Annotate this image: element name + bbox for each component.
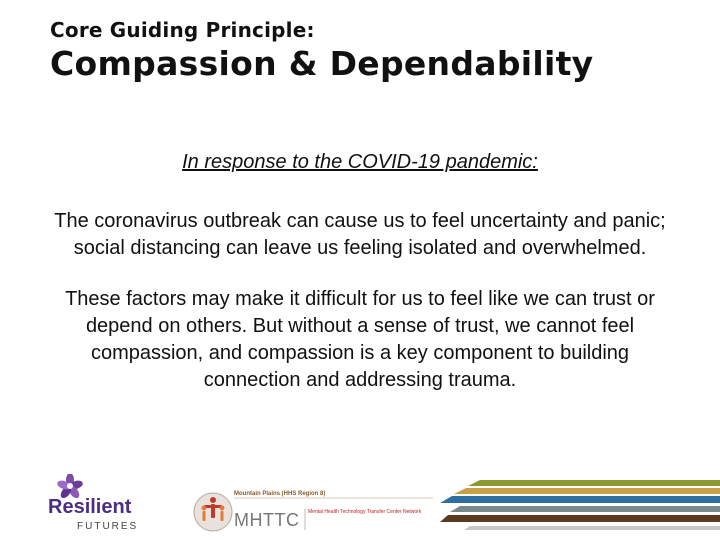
slide-title: Compassion & Dependability: [50, 44, 594, 83]
mhttc-acronym: MHTTC: [234, 510, 300, 530]
paragraph-line: These factors may make it difficult for us to feel like we can trust or: [65, 288, 655, 310]
mhttc-region-text: Mountain Plains (HHS Region 8): [234, 491, 326, 497]
mhttc-network-text: Mental Health Technology Transfer Center Network: [308, 509, 422, 515]
paragraph-line: social distancing can leave us feeling isolated and overwhelmed.: [73, 237, 647, 259]
futures-logo-text: FUTURES: [77, 521, 139, 532]
paragraph-line: depend on others. But without a sense of trust, we cannot feel: [85, 315, 635, 337]
slide-subtitle: Core Guiding Principle:: [50, 18, 315, 42]
paragraph-trust: [0, 286, 720, 394]
paragraph-line: connection and addressing trauma.: [203, 369, 517, 391]
resilient-logo-text: Resilient: [48, 496, 132, 518]
paragraph-uncertainty: [0, 208, 720, 262]
decorative-stripes: [440, 470, 720, 540]
paragraph-line: compassion, and compassion is a key component to building: [90, 342, 630, 364]
intro-heading: In response to the COVID-19 pandemic:: [182, 151, 538, 173]
paragraph-line: The coronavirus outbreak can cause us to feel uncertainty and panic;: [54, 210, 666, 232]
